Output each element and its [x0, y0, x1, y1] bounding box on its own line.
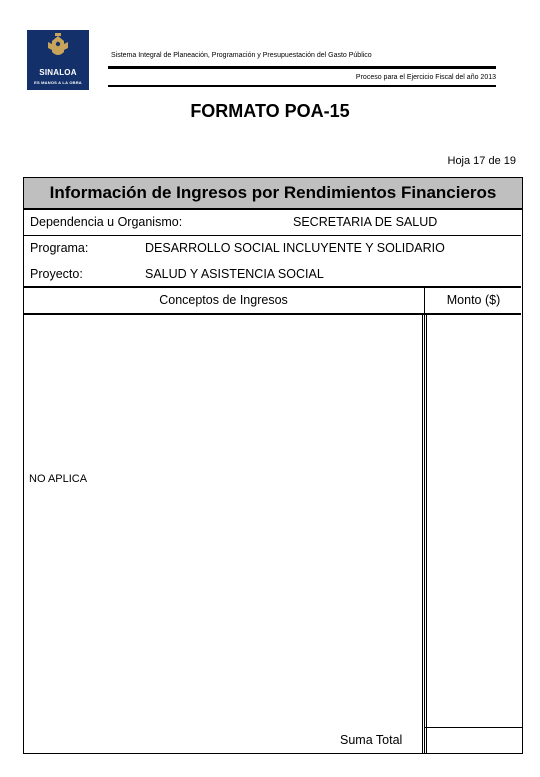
table-header-border [23, 313, 521, 315]
sinaloa-logo [27, 30, 89, 90]
dependencia-value: SECRETARIA DE SALUD [293, 215, 438, 229]
concepts-cell: NO APLICA [29, 473, 88, 485]
column-divider [424, 286, 425, 754]
fiscal-process: Proceso para el Ejercicio Fiscal del año 2013 [355, 74, 496, 81]
amount-cell-border [426, 313, 427, 754]
proyecto-label: Proyecto: [30, 267, 83, 281]
form-section-title: Información de Ingresos por Rendimientos Financieros [24, 178, 522, 210]
form-box [23, 177, 523, 754]
total-row-border [425, 727, 522, 728]
total-label: Suma Total [340, 733, 403, 747]
system-title: Sistema Integral de Planeación, Programación y Presupuestación del Gasto Público [111, 52, 372, 59]
header-rule-bottom [108, 85, 496, 87]
programa-label: Programa: [30, 241, 89, 255]
column-header-monto: Monto ($) [446, 293, 501, 307]
form-title: FORMATO POA-15 [190, 101, 350, 121]
state-emblem-icon [27, 30, 89, 70]
dependencia-label: Dependencia u Organismo: [30, 215, 183, 229]
divider [23, 235, 521, 236]
page-number: Hoja 17 de 19 [447, 155, 516, 167]
logo-subtitle: ES MANOS A LA OBRA [34, 80, 82, 85]
logo-name: SINALOA [39, 68, 77, 77]
header-rule-top [108, 66, 496, 69]
column-header-conceptos: Conceptos de Ingresos [159, 293, 288, 307]
programa-value: DESARROLLO SOCIAL INCLUYENTE Y SOLIDARIO [145, 241, 445, 255]
concept-cell-border [422, 313, 423, 754]
proyecto-value: SALUD Y ASISTENCIA SOCIAL [145, 267, 324, 281]
